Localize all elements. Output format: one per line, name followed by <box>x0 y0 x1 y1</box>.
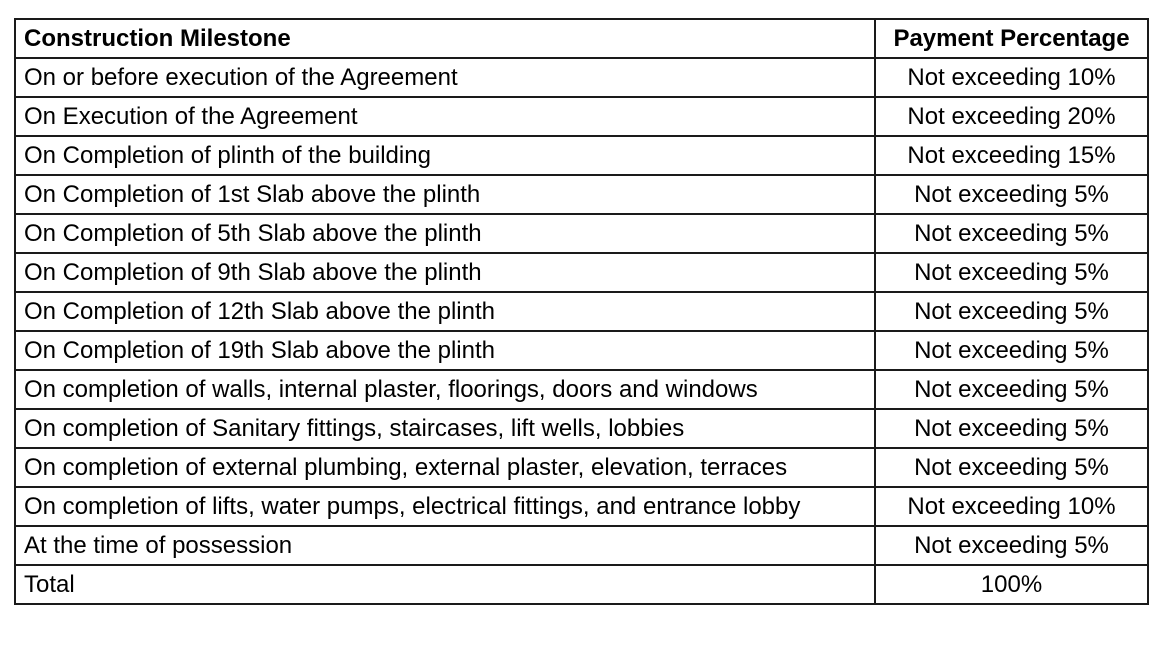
table-row <box>15 214 1148 253</box>
table-row <box>15 331 1148 370</box>
table-total-row <box>15 565 1148 604</box>
table-row <box>15 58 1148 97</box>
milestone-cell: On Completion of 5th Slab above the plinth <box>15 214 875 253</box>
total-label: Total <box>15 565 875 604</box>
table-row <box>15 370 1148 409</box>
table-row <box>15 253 1148 292</box>
payment-cell: Not exceeding 5% <box>875 409 1148 448</box>
milestone-cell: On Completion of 9th Slab above the plinth <box>15 253 875 292</box>
payment-cell: Not exceeding 10% <box>875 58 1148 97</box>
payment-cell: Not exceeding 5% <box>875 448 1148 487</box>
header-construction-milestone: Construction Milestone <box>15 19 875 58</box>
milestone-cell: On Completion of 12th Slab above the plinth <box>15 292 875 331</box>
milestone-cell: On Execution of the Agreement <box>15 97 875 136</box>
payment-cell: Not exceeding 15% <box>875 136 1148 175</box>
milestone-cell: On Completion of 19th Slab above the plinth <box>15 331 875 370</box>
milestone-cell: On completion of Sanitary fittings, staircases, lift wells, lobbies <box>15 409 875 448</box>
header-payment-percentage: Payment Percentage <box>875 19 1148 58</box>
payment-cell: Not exceeding 5% <box>875 526 1148 565</box>
table-row <box>15 409 1148 448</box>
milestone-cell: On completion of external plumbing, external plaster, elevation, terraces <box>15 448 875 487</box>
table-row <box>15 487 1148 526</box>
table-row <box>15 526 1148 565</box>
payment-cell: Not exceeding 5% <box>875 214 1148 253</box>
payment-cell: Not exceeding 5% <box>875 175 1148 214</box>
payment-cell: Not exceeding 10% <box>875 487 1148 526</box>
total-value: 100% <box>875 565 1148 604</box>
payment-cell: Not exceeding 5% <box>875 370 1148 409</box>
payment-cell: Not exceeding 5% <box>875 292 1148 331</box>
table-row <box>15 292 1148 331</box>
payment-cell: Not exceeding 5% <box>875 253 1148 292</box>
payment-schedule-table <box>14 18 1149 605</box>
payment-cell: Not exceeding 20% <box>875 97 1148 136</box>
milestone-cell: On Completion of plinth of the building <box>15 136 875 175</box>
table-row <box>15 448 1148 487</box>
payment-cell: Not exceeding 5% <box>875 331 1148 370</box>
milestone-cell: On Completion of 1st Slab above the plinth <box>15 175 875 214</box>
milestone-cell: At the time of possession <box>15 526 875 565</box>
table-row <box>15 97 1148 136</box>
milestone-cell: On or before execution of the Agreement <box>15 58 875 97</box>
table-header-row <box>15 19 1148 58</box>
table-row <box>15 175 1148 214</box>
milestone-cell: On completion of lifts, water pumps, electrical fittings, and entrance lobby <box>15 487 875 526</box>
milestone-cell: On completion of walls, internal plaster, floorings, doors and windows <box>15 370 875 409</box>
table-row <box>15 136 1148 175</box>
